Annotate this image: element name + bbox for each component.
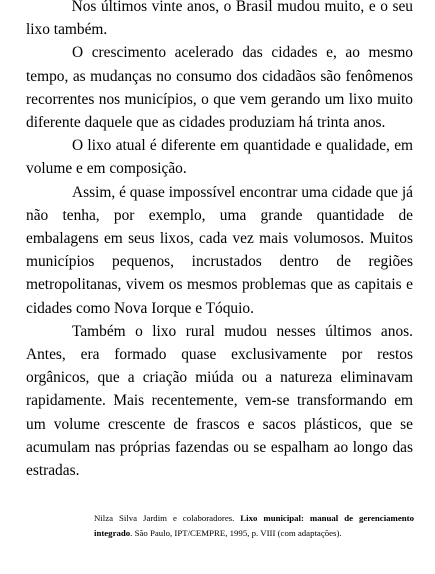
citation-details: . São Paulo, IPT/CEMPRE, 1995, p. VIII (com adaptações). (130, 527, 342, 538)
paragraph-1: Nos últimos vinte anos, o Brasil mudou muito, e o seu lixo também. (26, 0, 413, 39)
paragraph-2: O crescimento acelerado das cidades e, ao mesmo tempo, as mudanças no consumo dos cidadãos são fenômenos recorrentes nos municípios, o que vem gerando um lixo muito diferente daquele que as cidades produziam há trinta anos. (26, 44, 413, 132)
citation-title: Lixo municipal: manual de gerenciamento integrado (94, 513, 414, 538)
article-body (26, 0, 413, 482)
citation-authors: Nilza Silva Jardim e colaboradores. (94, 513, 241, 523)
source-citation (94, 511, 414, 540)
paragraph-4: Assim, é quase impossível encontrar uma cidade que já não tenha, por exemplo, uma grande quantidade de embalagens em seus lixos, cada vez mais volumosos. Muitos municípios pequenos, incrustados dentro de regiões metropolitanas, vivem os mesmos problemas que as capitais e cidades como Nova Iorque e Tóquio. (26, 183, 413, 317)
paragraph-5: Também o lixo rural mudou nesses últimos anos. Antes, era formado quase exclusivamente por restos orgânicos, que a criação miúda ou a natureza eliminavam rapidamente. Mais recentemente, vem-se transformando em um volume crescente de frascos e sacos plásticos, que se acumulam nas próprias fazendas ou se espalham ao longo das estradas. (26, 322, 413, 480)
paragraph-3: O lixo atual é diferente em quantidade e qualidade, em volume e em composição. (26, 137, 413, 178)
